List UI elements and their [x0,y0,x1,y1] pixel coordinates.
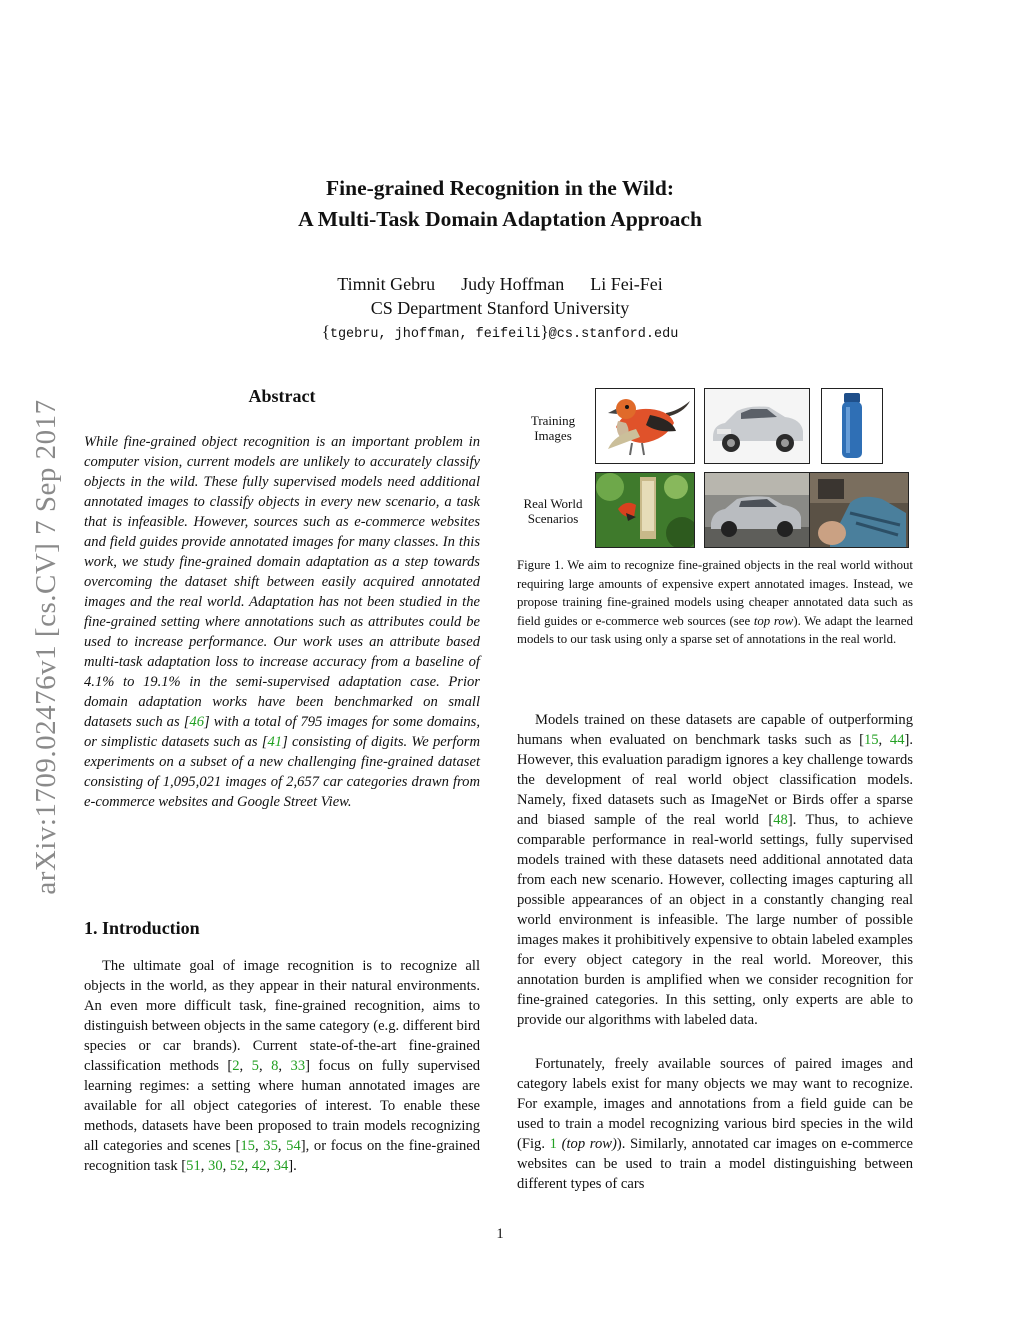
citation-link[interactable]: 15 [240,1138,255,1154]
body-paragraph: Fortunately, freely available sources of paired images and category labels exist for many objects we may want to recognize. For example, images and annotations from a field guide can be used to train a model recognizing various bird species in the wild (Fig. 1 (top row)). Similarly, annotated car images on e-commerce websites can be used to train a model distinguishing between different types of cars [517,1056,913,1192]
figure-image-bottle-training [821,388,883,464]
citation-link[interactable]: 15 [863,732,879,748]
paper-title [0,173,1000,235]
intro-paragraph: The ultimate goal of image recognition is to recognize all objects in the world, as they appear in their natural environments. An even more difficult task, fine-grained recognition, aims to distinguish between objects in the same category (e.g. different bird species or car brands). Current state-of-the-art fine-grained classification methods [2, 5, 8, 33] focus on fully supervised learning regimes: a setting where human annotated images are available for all object categories of interest. To enable these methods, datasets have been proposed to train models recognizing all categories and scenes [15, 35, 54], or focus on the fine-grained recognition task [51, 30, 52, 42, 34]. [84,958,481,1174]
affiliation: CS Department Stanford University [370,298,630,318]
author-list [0,272,1000,296]
figure-image-bird-real [595,472,695,548]
title-line-2: A Multi-Task Domain Adaptation Approach [298,207,702,231]
street-car-scene [705,473,809,547]
bird-illustration [596,389,694,463]
citation-link[interactable]: 41 [267,734,283,750]
citation-link[interactable]: 34 [273,1158,289,1174]
citation-link[interactable]: 30 [208,1158,223,1174]
abstract-text: While fine-grained object recognition is an important problem in computer vision, current models are unlikely to accurately classify objects in the wild. These fully supervised models need additional annotated images to classify objects in every new scenario, a task that is infeasible. However, sources such as e-commerce websites and field guides provide annotated images for many classes. In this work, we study fine-grained domain adaptation as a step towards overcoming the dataset shift between easily acquired annotated images and the real world. Adaptation has not been studied in the fine-grained setting where annotations such as attributes could be used to increase performance. Our work uses an attribute based multi-task adaptation loss to increase accuracy from a baseline of 4.1% to 19.1% in the semi-supervised adaptation case. Prior domain adaptation works have been benchmarked on small datasets such as [46] with a total of 795 images for some domains, or simplistic datasets such as [41] consisting of digits. We perform experiments on a subset of a new challenging fine-grained dataset consisting of 1,095,021 images of 2,657 car categories drawn from e-commerce websites and Google Street View. [84,434,480,810]
abstract-heading: Abstract [248,386,316,406]
figure-row-label-real-world: Real World Scenarios [523,496,583,526]
figure-caption: Figure 1. We aim to recognize fine-grained objects in the real world without requiring large amounts of expensive expert annotated images. Instead, we propose training fine-grained models using cheaper annotated data such as field guides or e-commerce web sources (see top row). We adapt the learned models to our task using only a sparse set of annotations in the real world. [517,558,913,646]
citation-link[interactable]: 2 [232,1058,240,1074]
citation-link[interactable]: 42 [251,1158,267,1174]
arxiv-identifier: arXiv:1709.02476v1 [cs.CV] 7 Sep 2017 [30,399,62,895]
car-illustration [705,389,809,463]
email-names: tgebru, jhoffman, feifeili [329,327,541,342]
author-name: Judy Hoffman [461,274,565,294]
figure-row-label-training: Training Images [530,413,576,443]
citation-link[interactable]: 8 [271,1058,279,1074]
figure-reference-link[interactable]: 1 [549,1136,557,1152]
figure-image-bird-training [595,388,695,464]
hand-bottle-scene [810,473,908,547]
citation-link[interactable]: 44 [889,732,905,748]
figure-image-car-training [704,388,810,464]
author-name: Li Fei-Fei [590,274,663,294]
citation-link[interactable]: 46 [189,714,204,730]
figure-image-bottle-real [809,472,909,548]
citation-link[interactable]: 33 [290,1058,306,1074]
bird-feeder-scene [596,473,694,547]
author-name: Timnit Gebru [337,274,436,294]
citation-link[interactable]: 5 [251,1058,259,1074]
title-line-1: Fine-grained Recognition in the Wild: [326,176,674,200]
bottle-illustration [822,389,882,463]
figure-image-car-real [704,472,810,548]
author-emails: {tgebru, jhoffman, feifeili}@cs.stanford.edu [321,322,679,342]
email-domain: @cs.stanford.edu [548,327,679,342]
citation-link[interactable]: 51 [186,1158,201,1174]
citation-link[interactable]: 52 [229,1158,245,1174]
citation-link[interactable]: 48 [773,812,788,828]
page-number: 1 [496,1226,504,1242]
citation-link[interactable]: 54 [286,1138,301,1154]
section-heading-introduction: 1. Introduction [84,918,200,938]
body-paragraph: Models trained on these datasets are capable of outperforming humans when evaluated on benchmark tasks such as [15, 44]. However, this evaluation paradigm ignores a key challenge towards the development of real world object classification models. Namely, fixed datasets such as ImageNet or Birds offer a sparse and biased sample of the real world [48]. Thus, to achieve comparable performance in real-world settings, fully supervised models trained with these datasets need additional annotated data from each new scenario. However, collecting images capturing all possible appearances of an object in a constantly changing real world environment is infeasible. The large number of possible images makes it prohibitively expensive to obtain labeled examples for every object category in the real world. Moreover, this annotation burden is amplified when we consider recognition for fine-grained categories. In this setting, only experts are able to provide our algorithms with labeled data. [517,712,914,1028]
citation-link[interactable]: 35 [263,1138,278,1154]
